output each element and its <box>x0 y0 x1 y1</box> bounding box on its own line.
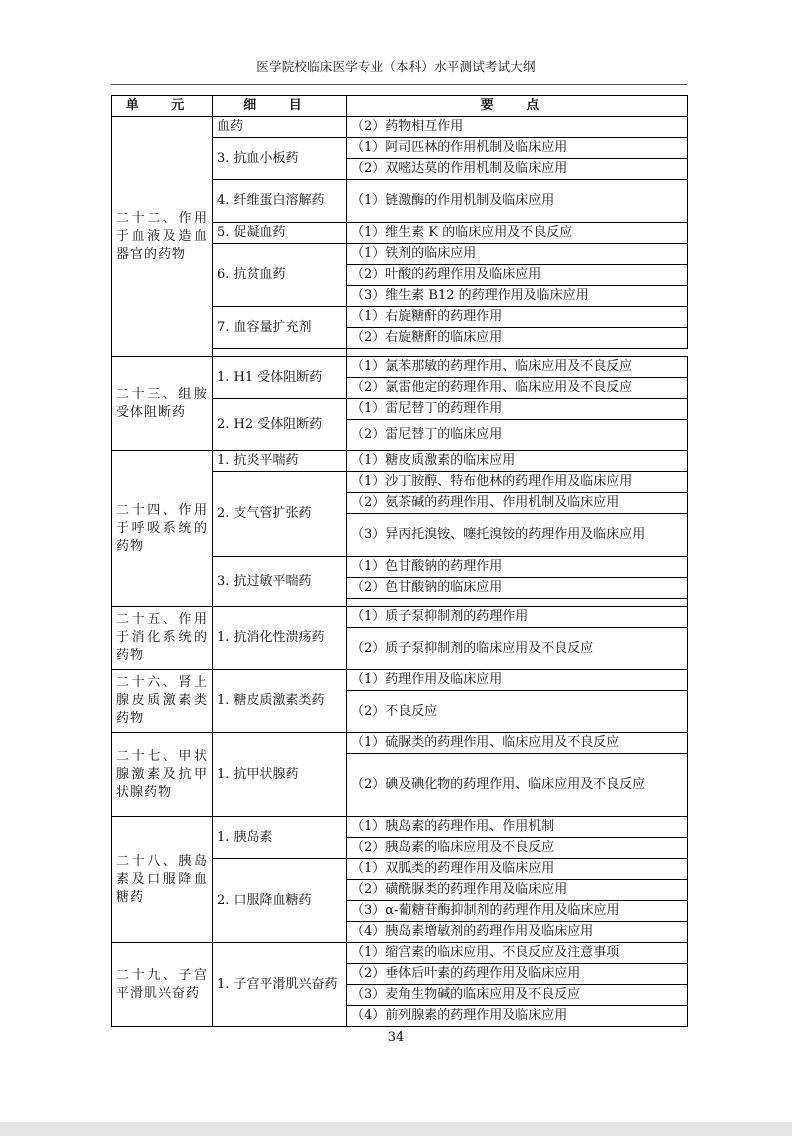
point-cell: （2）雷尼替丁的临床应用 <box>347 420 688 451</box>
point-cell: （2）垂体后叶素的药理作用及临床应用 <box>347 964 688 985</box>
header-rule <box>111 84 687 85</box>
point-cell: （2）不良反应 <box>347 691 688 733</box>
point-cell: （3）异丙托溴铵、噻托溴铵的药理作用及临床应用 <box>347 514 688 557</box>
point-cell: （1）氯苯那敏的药理作用、临床应用及不良反应 <box>347 357 688 378</box>
detail-cell: 血药 <box>213 117 347 138</box>
table-row <box>112 670 688 691</box>
table-header-row <box>112 96 688 117</box>
point-cell: （2）叶酸的药理作用及临床应用 <box>347 265 688 286</box>
unit-cell: 二十七、甲状腺激素及抗甲状腺药物 <box>112 733 213 817</box>
syllabus-table <box>111 95 688 1027</box>
point-cell: （1）糖皮质激素的临床应用 <box>347 451 688 472</box>
point-cell <box>347 599 688 607</box>
point-cell: （2）色甘酸钠的临床应用 <box>347 578 688 599</box>
detail-cell: 5. 促凝血药 <box>213 223 347 244</box>
detail-cell: 1. 抗甲状腺药 <box>213 733 347 817</box>
point-cell: （3）麦角生物碱的临床应用及不良反应 <box>347 985 688 1006</box>
point-cell: （2）质子泵抑制剂的临床应用及不良反应 <box>347 628 688 670</box>
detail-cell: 2. H2 受体阻断药 <box>213 399 347 451</box>
point-cell: （1）雷尼替丁的药理作用 <box>347 399 688 420</box>
detail-cell: 3. 抗血小板药 <box>213 138 347 180</box>
detail-cell: 2. 口服降血糖药 <box>213 859 347 943</box>
detail-cell: 4. 纤维蛋白溶解药 <box>213 180 347 223</box>
table-row <box>112 817 688 838</box>
point-cell: （3）维生素 B12 的药理作用及临床应用 <box>347 286 688 307</box>
detail-cell: 1. 子宫平滑肌兴奋药 <box>213 943 347 1027</box>
point-cell: （1）双胍类的药理作用及临床应用 <box>347 859 688 880</box>
unit-cell: 二十六、肾上腺皮质激素类药物 <box>112 670 213 733</box>
point-cell: （2）双嘧达莫的作用机制及临床应用 <box>347 159 688 180</box>
column-header-unit: 单 元 <box>112 96 213 117</box>
detail-cell: 6. 抗贫血药 <box>213 244 347 307</box>
column-header-detail: 细 目 <box>213 96 347 117</box>
detail-cell: 3. 抗过敏平喘药 <box>213 557 347 607</box>
point-cell: （1）铁剂的临床应用 <box>347 244 688 265</box>
detail-cell: 1. H1 受体阻断药 <box>213 357 347 399</box>
point-cell: （1）硫脲类的药理作用、临床应用及不良反应 <box>347 733 688 754</box>
detail-cell: 1. 糖皮质激素类药 <box>213 670 347 733</box>
detail-cell: 1. 抗消化性溃疡药 <box>213 607 347 670</box>
table-row <box>112 943 688 964</box>
unit-cell: 二十五、作用于消化系统的药物 <box>112 607 213 670</box>
point-cell: （2）磺酰脲类的药理作用及临床应用 <box>347 880 688 901</box>
point-cell: （2）氯雷他定的药理作用、临床应用及不良反应 <box>347 378 688 399</box>
unit-cell: 二十八、胰岛素及口服降血糖药 <box>112 817 213 943</box>
point-cell: （1）链激酶的作用机制及临床应用 <box>347 180 688 223</box>
point-cell: （1）缩宫素的临床应用、不良反应及注意事项 <box>347 943 688 964</box>
unit-cell: 二十九、子宫平滑肌兴奋药 <box>112 943 213 1027</box>
point-cell: （1）药理作用及临床应用 <box>347 670 688 691</box>
detail-cell: 1. 胰岛素 <box>213 817 347 859</box>
table-row <box>112 117 688 138</box>
table-row <box>112 733 688 754</box>
point-cell: （1）维生素 K 的临床应用及不良反应 <box>347 223 688 244</box>
point-cell: （1）阿司匹林的作用机制及临床应用 <box>347 138 688 159</box>
point-cell: （1）沙丁胺醇、特布他林的药理作用及临床应用 <box>347 472 688 493</box>
point-cell: （2）药物相互作用 <box>347 117 688 138</box>
point-cell: （2）右旋糖酐的临床应用 <box>347 328 688 349</box>
table-row <box>112 607 688 628</box>
point-cell <box>213 349 347 357</box>
detail-cell: 2. 支气管扩张药 <box>213 472 347 557</box>
table-body <box>112 117 688 1027</box>
unit-cell: 二十二、作用于血液及造血器官的药物 <box>112 117 213 357</box>
point-cell: （1）质子泵抑制剂的药理作用 <box>347 607 688 628</box>
point-cell: （2）氨茶碱的药理作用、作用机制及临床应用 <box>347 493 688 514</box>
detail-cell: 7. 血容量扩充剂 <box>213 307 347 349</box>
point-cell: （1）右旋糖酐的药理作用 <box>347 307 688 328</box>
point-cell: （1）胰岛素的药理作用、作用机制 <box>347 817 688 838</box>
table-row <box>112 451 688 472</box>
column-header-point: 要 点 <box>347 96 688 117</box>
page-number: 34 <box>387 1030 405 1045</box>
point-cell: （1）色甘酸钠的药理作用 <box>347 557 688 578</box>
table-row <box>112 357 688 378</box>
point-cell: （4）胰岛素增敏剂的药理作用及临床应用 <box>347 922 688 943</box>
point-cell: （2）碘及碘化物的药理作用、临床应用及不良反应 <box>347 754 688 817</box>
point-cell: （4）前列腺素的药理作用及临床应用 <box>347 1006 688 1027</box>
point-cell: （3）α-葡糖苷酶抑制剂的药理作用及临床应用 <box>347 901 688 922</box>
viewer-bottom-bar <box>0 1122 792 1136</box>
unit-cell: 二十四、作用于呼吸系统的药物 <box>112 451 213 607</box>
page-header: 医学院校临床医学专业（本科）水平测试考试大纲 <box>256 59 536 74</box>
unit-cell: 二十三、组胺受体阻断药 <box>112 357 213 451</box>
point-cell: （2）胰岛素的临床应用及不良反应 <box>347 838 688 859</box>
detail-cell: 1. 抗炎平喘药 <box>213 451 347 472</box>
